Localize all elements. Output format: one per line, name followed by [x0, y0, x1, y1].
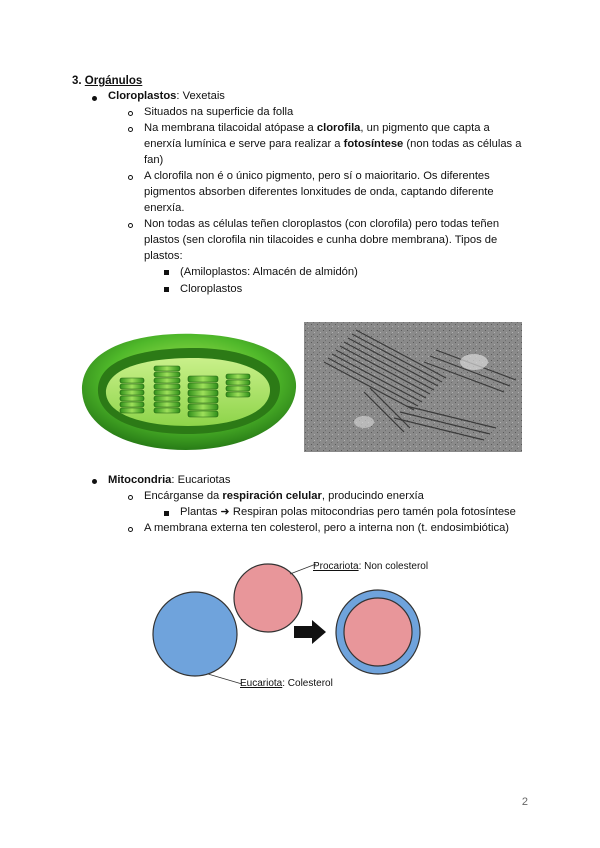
chloroplasts-rest: : Vexetais: [176, 90, 225, 102]
text: (non todas as células a: [403, 138, 522, 150]
page-number: 2: [521, 796, 528, 808]
square-bullet-icon: [164, 287, 169, 292]
chloro-point-2b: [144, 137, 521, 152]
circle-bullet-icon: [128, 111, 133, 116]
section-number: 3.: [72, 75, 82, 87]
bullet-icon: [92, 479, 97, 484]
chloroplasts-item: [108, 89, 225, 104]
prokaryote-label: Procariota: [313, 561, 359, 572]
chloro-sub-2: Cloroplastos: [180, 283, 243, 295]
text: , un pigmento que capta a: [360, 122, 490, 134]
mito-point-2: A membrana externa ten colesterol, pero a interna non (t. endosimbiótica): [144, 522, 510, 534]
chloro-sub-1: (Amiloplastos: Almacén de almidón): [180, 266, 358, 278]
eukaryote-caption: [240, 676, 333, 691]
prokaryote-rest: : Non colesterol: [358, 561, 429, 572]
chloro-point-3b: pigmentos absorben diferentes lonxitudes de onda, captando diferente: [144, 186, 494, 198]
eukaryote-label: Eucariota: [240, 678, 283, 689]
circle-bullet-icon: [128, 495, 133, 500]
text: enerxía lumínica e serve para realizar a: [144, 138, 344, 150]
chloro-point-4c: plastos:: [144, 250, 183, 262]
mitochondrion-inner: [344, 598, 412, 666]
chloro-point-2a: [144, 121, 490, 136]
circle-bullet-icon: [128, 527, 133, 532]
mito-point-1: [144, 489, 424, 504]
text: , producindo enerxía: [321, 490, 424, 502]
chloroplasts-label: Cloroplastos: [108, 90, 177, 102]
prokaryote-circle: [234, 564, 302, 632]
prokaryote-caption: [313, 559, 428, 574]
chloro-point-2c: fan): [144, 154, 164, 166]
circle-bullet-icon: [128, 223, 133, 228]
text: Na membrana tilacoidal atópase a: [144, 122, 317, 134]
eukaryote-rest: : Colesterol: [282, 678, 333, 689]
chloro-point-4a: Non todas as células teñen cloroplastos (con clorofila) pero todas teñen: [144, 218, 500, 230]
section-heading: [72, 74, 142, 89]
bold-text: fotosíntese: [343, 138, 404, 150]
mitochondria-label: Mitocondria: [108, 474, 172, 486]
square-bullet-icon: [164, 511, 169, 516]
eukaryote-circle: [153, 592, 237, 676]
chloro-point-3a: A clorofila non é o único pigmento, pero sí o maioritario. Os diferentes: [144, 170, 490, 182]
section-title: Orgánulos: [84, 75, 143, 87]
text: Encárganse da: [144, 490, 223, 502]
arrow-icon: [294, 620, 326, 644]
bold-text: respiración celular: [222, 490, 322, 502]
bold-text: clorofila: [316, 122, 361, 134]
chloroplast-micrograph: [304, 322, 522, 452]
square-bullet-icon: [164, 270, 169, 275]
chloro-point-4b: plastos (sen clorofila nin tilacoides e cunha dobre membrana). Tipos de: [144, 234, 498, 246]
bullet-icon: [92, 96, 97, 101]
chloro-point-3c: enerxía.: [144, 202, 185, 214]
mitochondria-rest: : Eucariotas: [171, 474, 231, 486]
chloroplast-illustration: [76, 326, 302, 454]
circle-bullet-icon: [128, 127, 133, 132]
chloro-point-1: Situados na superficie da folla: [144, 106, 294, 118]
mito-sub-1: Plantas ➜ Respiran polas mitocondrias pero tamén pola fotosíntese: [180, 506, 516, 518]
circle-bullet-icon: [128, 175, 133, 180]
mitochondria-item: [108, 473, 230, 488]
eukaryote-pointer: [208, 674, 242, 684]
